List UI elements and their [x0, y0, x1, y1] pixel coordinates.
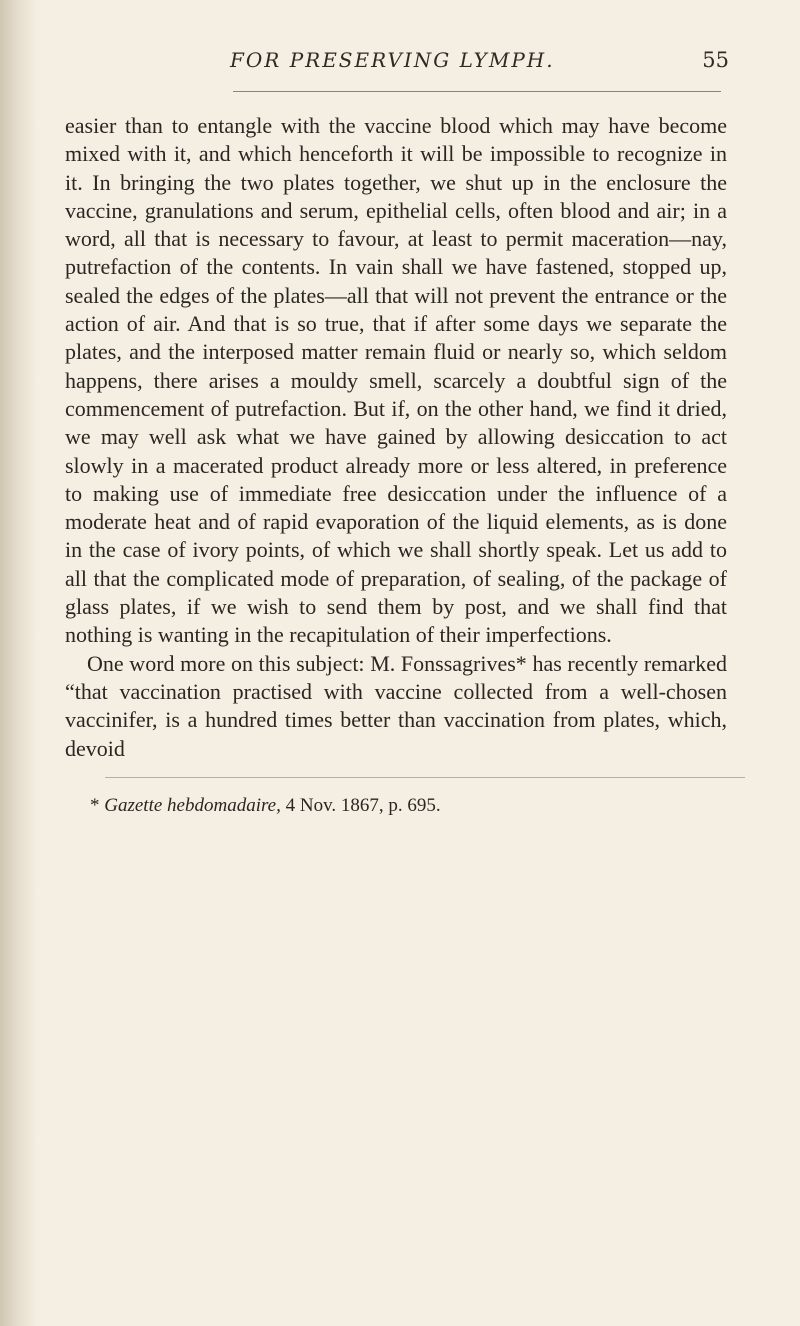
footnote-rule — [105, 777, 745, 778]
binding-gutter — [0, 0, 38, 1326]
running-title: FOR PRESERVING LYMPH. — [230, 48, 555, 72]
footnote-source-title: Gazette hebdomadaire, — [104, 795, 281, 816]
running-head — [55, 40, 745, 88]
paragraph-1: easier than to entangle with the vaccine blood which may have become mixed with it, and which henceforth it will be impossible to recognize in it. In bringing the two plates together, we shut up in the enclosure the vaccine, granulations and serum, epithelial cells, often blood and air; in a word, all that is necessary to favour, at least to permit maceration—nay, putrefaction of the contents. In vain shall we have fastened, stopped up, sealed the edges of the plates—all that will not prevent the entrance or the action of air. And that is so true, that if after some days we separate the plates, and the interposed matter remain fluid or nearly so, which seldom happens, there arises a mouldy smell, scarcely a doubtful sign of the commencement of putrefaction. But if, on the other hand, we find it dried, we may well ask what we have gained by allowing desiccation to act slowly in a macerated product already more or less altered, in preference to making use of immediate free desiccation under the influence of a moderate heat and of rapid evaporation of the liquid elements, as is done in the case of ivory points, of which we shall shortly speak. Let us add to all that the complicated mode of preparation, of sealing, of the package of glass plates, if we wish to send them by post, and we shall find that nothing is wanting in the recapitulation of their imperfections. — [65, 113, 727, 648]
footnote-details: 4 Nov. 1867, p. 695. — [285, 795, 441, 816]
footnote — [90, 795, 710, 817]
body-text — [65, 112, 727, 763]
paragraph-2: One word more on this subject: M. Fonssagrives* has recently remarked “that vaccination practised with vaccine collected from a well-chosen vaccinifer, is a hundred times better than vaccination from plates, which, devoid — [65, 650, 727, 761]
page-number: 55 — [702, 48, 729, 72]
header-rule — [233, 91, 721, 92]
footnote-marker: * — [90, 795, 100, 816]
book-page — [55, 40, 745, 1310]
